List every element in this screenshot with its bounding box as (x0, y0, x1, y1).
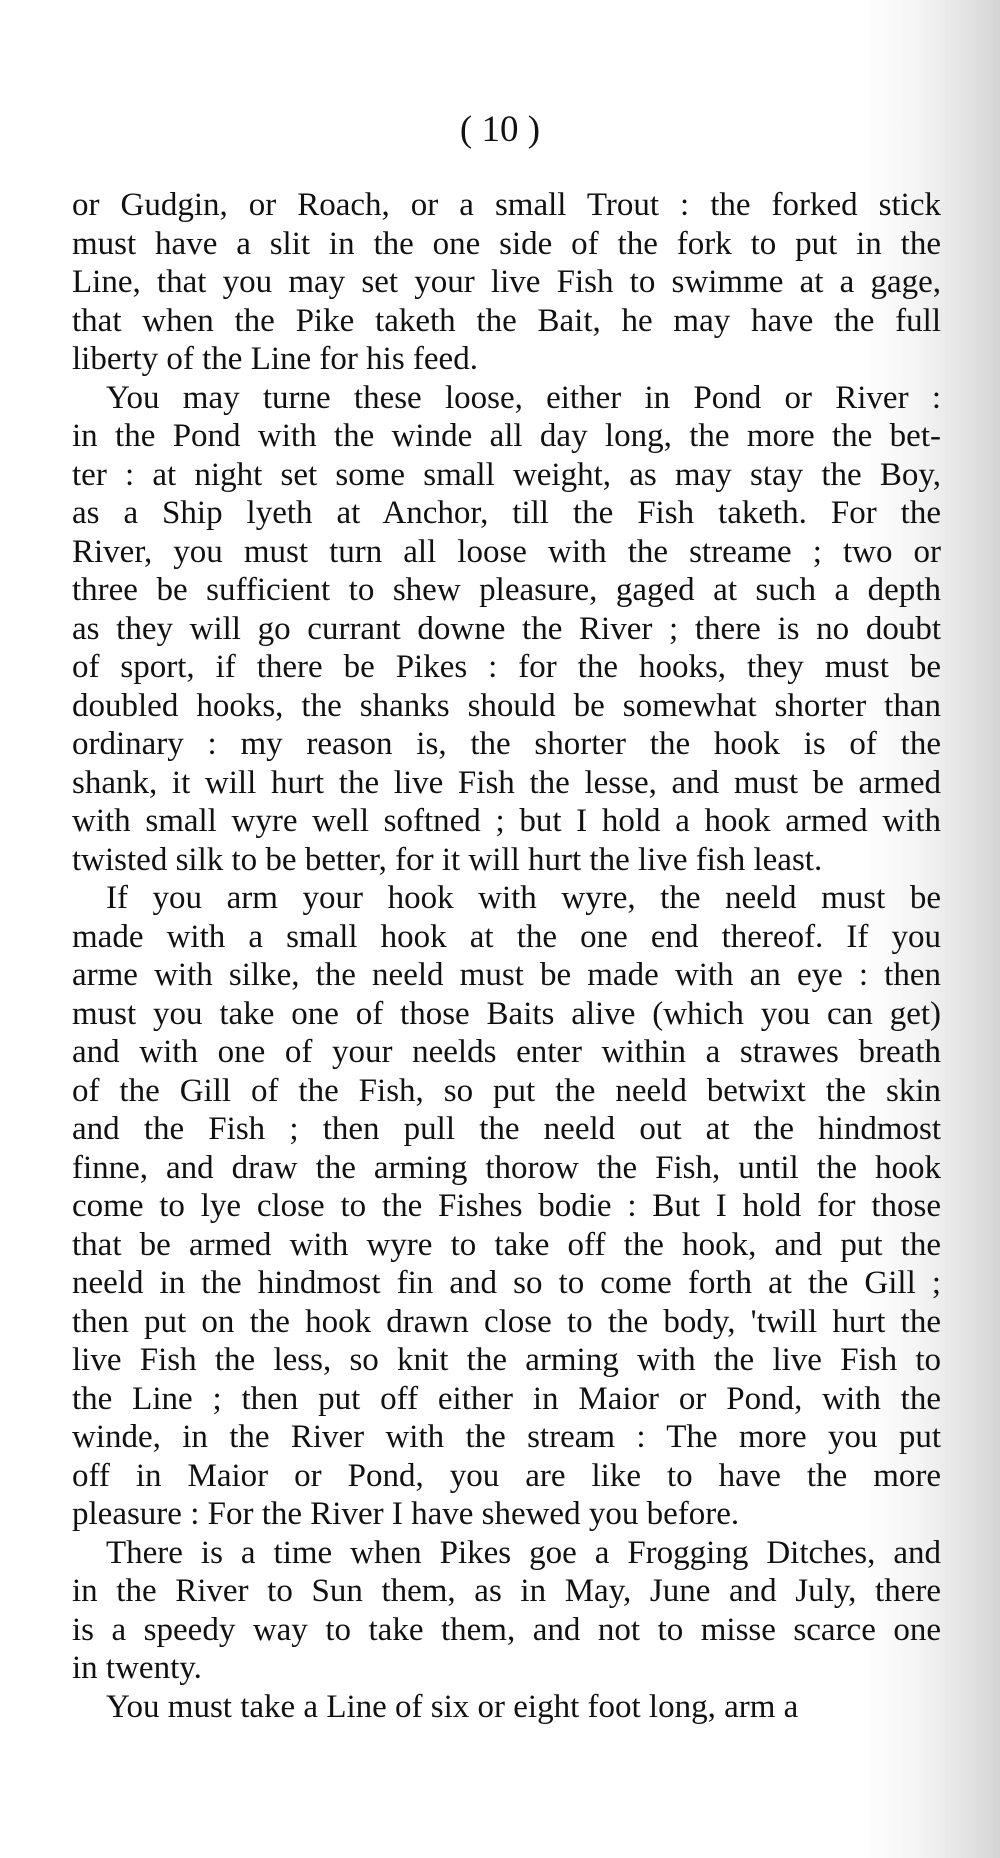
text-line: shank, it will hurt the live Fish the lesse, and must be armed (72, 764, 941, 801)
text-line: is a speedy way to take them, and not to misse scarce one (72, 1611, 941, 1648)
paragraph (72, 879, 941, 1534)
text-line: River, you must turn all loose with the streame ; two or (72, 533, 941, 570)
text-line: ter : at night set some small weight, as may stay the Boy, (72, 456, 941, 493)
text-line: then put on the hook drawn close to the body, 'twill hurt the (72, 1303, 941, 1340)
paragraph (72, 1688, 941, 1727)
body-text (72, 186, 941, 1726)
page-number: ( 10 ) (459, 109, 541, 150)
text-line: as they will go currant downe the River ; there is no doubt (72, 610, 941, 647)
text-line: in twenty. (72, 1650, 202, 1686)
text-line: and the Fish ; then pull the neeld out at the hindmost (72, 1111, 941, 1147)
text-line: with small wyre well softned ; but I hold a hook armed with (72, 803, 941, 839)
text-line: finne, and draw the arming thorow the Fish, until the hook (72, 1149, 941, 1186)
text-line: There is a time when Pikes goe a Frogging Ditches, and (106, 1534, 941, 1571)
text-line: come to lye close to the Fishes bodie : But I hold for those (72, 1188, 941, 1224)
text-line: arme with silke, the neeld must be made with an eye : then (72, 957, 941, 993)
text-line: winde, in the River with the stream : The more you put (72, 1419, 941, 1455)
text-line: or Gudgin, or Roach, or a small Trout : the forked stick (72, 187, 941, 223)
text-line: three be sufficient to shew pleasure, gaged at such a depth (72, 572, 941, 608)
text-line: that be armed with wyre to take off the hook, and put the (72, 1226, 941, 1263)
text-line: must have a slit in the one side of the fork to put in the (72, 225, 941, 262)
paragraph (72, 1534, 941, 1688)
text-line: and with one of your neelds enter within a strawes breath (72, 1034, 941, 1070)
text-line: Line, that you may set your live Fish to swimme at a gage, (72, 264, 941, 300)
text-line: neeld in the hindmost fin and so to come forth at the Gill ; (72, 1265, 941, 1301)
text-line: of sport, if there be Pikes : for the hooks, they must be (72, 649, 941, 685)
text-line: that when the Pike taketh the Bait, he may have the full (72, 302, 941, 339)
text-line: liberty of the Line for his feed. (72, 341, 478, 377)
text-line: in the Pond with the winde all day long, the more the bet- (72, 418, 941, 454)
text-line: in the River to Sun them, as in May, June and July, there (72, 1573, 941, 1609)
paragraph (72, 379, 941, 880)
paragraph (72, 186, 941, 379)
text-line: the Line ; then put off either in Maior or Pond, with the (72, 1380, 941, 1417)
text-line: doubled hooks, the shanks should be somewhat shorter than (72, 687, 941, 724)
text-line: You must take a Line of six or eight foot long, arm a (106, 1688, 799, 1725)
text-line: made with a small hook at the one end thereof. If you (72, 918, 941, 955)
text-line: must you take one of those Baits alive (which you can get) (72, 995, 941, 1032)
text-line: pleasure : For the River I have shewed you before. (72, 1496, 740, 1532)
text-line: as a Ship lyeth at Anchor, till the Fish taketh. For the (72, 495, 941, 531)
text-line: You may turne these loose, either in Pond or River : (106, 379, 941, 416)
text-line: ordinary : my reason is, the shorter the hook is of the (72, 726, 941, 762)
text-line: twisted silk to be better, for it will hurt the live fish least. (72, 841, 823, 878)
text-line: live Fish the less, so knit the arming with the live Fish to (72, 1342, 941, 1378)
text-line: If you arm your hook with wyre, the neeld must be (106, 880, 941, 916)
text-line: of the Gill of the Fish, so put the neeld betwixt the skin (72, 1072, 941, 1109)
text-line: off in Maior or Pond, you are like to have the more (72, 1457, 941, 1494)
